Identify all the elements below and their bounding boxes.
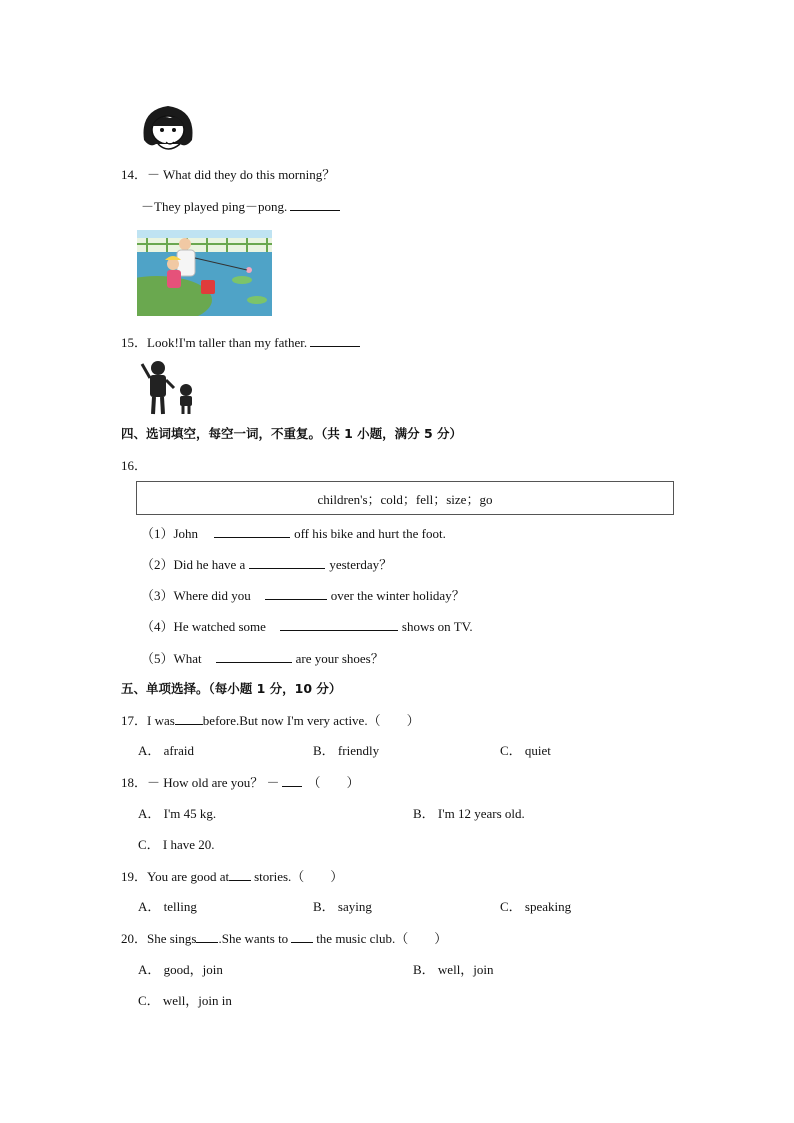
q15-text: 15．Look!I'm taller than my father. (121, 335, 311, 350)
q19-question (121, 868, 343, 885)
item-text: （2）Did he have a (141, 557, 246, 572)
section5-heading: 五、单项选择。（每小题 1 分，10 分） (121, 681, 342, 696)
q16-item-2 (141, 556, 392, 573)
item-text: （1）John (141, 526, 199, 541)
fill-blank[interactable] (214, 525, 290, 538)
item-text: over the winter holiday？ (330, 588, 465, 603)
word-bank-box (136, 481, 674, 515)
q17-option-b[interactable]: B． friendly (313, 743, 380, 758)
answer-blank[interactable] (196, 930, 218, 943)
thinking-girl-illustration (136, 100, 200, 156)
fishing-illustration (137, 230, 272, 316)
answer-blank[interactable] (282, 774, 302, 787)
q19-option-b[interactable]: B． saying (313, 899, 372, 914)
q15-blank[interactable] (310, 334, 360, 347)
answer-blank[interactable] (291, 930, 313, 943)
q18-option-c[interactable]: C． I have 20. (138, 837, 215, 852)
word-bank: children's；cold；fell；size；go (317, 491, 493, 507)
q16-item-1 (141, 525, 446, 542)
fill-blank[interactable] (265, 587, 327, 600)
fill-blank[interactable] (216, 650, 292, 663)
question-text: before.But now I'm very active.（ ） (202, 713, 420, 728)
q19-option-c[interactable]: C． speaking (500, 899, 572, 914)
question-text: 20．She sings (121, 931, 197, 946)
section4-heading: 四、选词填空，每空一词，不重复。（共 1 小题，满分 5 分） (121, 426, 463, 441)
item-text: （3）Where did you (141, 588, 251, 603)
q14-answer: －They played ping－pong. (141, 199, 291, 214)
q16-number: 16． (121, 458, 148, 473)
item-text: yesterday？ (329, 557, 393, 572)
answer-blank[interactable] (175, 712, 203, 725)
q15-line (121, 334, 360, 351)
q16-item-4 (141, 618, 473, 635)
q16-item-5 (141, 650, 384, 667)
q14-answer-line (141, 198, 340, 215)
fill-blank[interactable] (249, 556, 325, 569)
question-text: .She wants to (218, 931, 289, 946)
q17-question (121, 712, 420, 729)
q14-blank[interactable] (290, 198, 340, 211)
q20-option-a[interactable]: A． good，join (138, 962, 223, 977)
answer-blank[interactable] (229, 868, 251, 881)
item-text: shows on TV. (401, 619, 473, 634)
fill-blank[interactable] (280, 618, 398, 631)
q18-option-a[interactable]: A． I'm 45 kg. (138, 806, 217, 821)
question-text: stories.（ ） (254, 869, 344, 884)
question-text: 19．You are good at (121, 869, 230, 884)
q16-item-3 (141, 587, 465, 604)
q17-option-c[interactable]: C． quiet (500, 743, 551, 758)
question-text: the music club.（ ） (316, 931, 448, 946)
item-text: （5）What (141, 651, 202, 666)
q14-question: 14．－ What did they do this morning？ (121, 167, 336, 182)
q20-option-c[interactable]: C． well，join in (138, 993, 232, 1008)
item-text: are your shoes？ (295, 651, 384, 666)
man-and-child-illustration (140, 358, 202, 416)
question-text: 17．I was (121, 713, 175, 728)
q17-option-a[interactable]: A． afraid (138, 743, 194, 758)
q20-option-b[interactable]: B． well，join (413, 962, 494, 977)
q18-question (121, 774, 360, 791)
q18-option-b[interactable]: B． I'm 12 years old. (413, 806, 525, 821)
question-text: （ ） (307, 775, 360, 790)
item-text: off his bike and hurt the foot. (294, 526, 446, 541)
question-text: 18．－ How old are you？ － (121, 775, 280, 790)
item-text: （4）He watched some (141, 619, 266, 634)
q19-option-a[interactable]: A． telling (138, 899, 197, 914)
q20-question (121, 930, 447, 947)
